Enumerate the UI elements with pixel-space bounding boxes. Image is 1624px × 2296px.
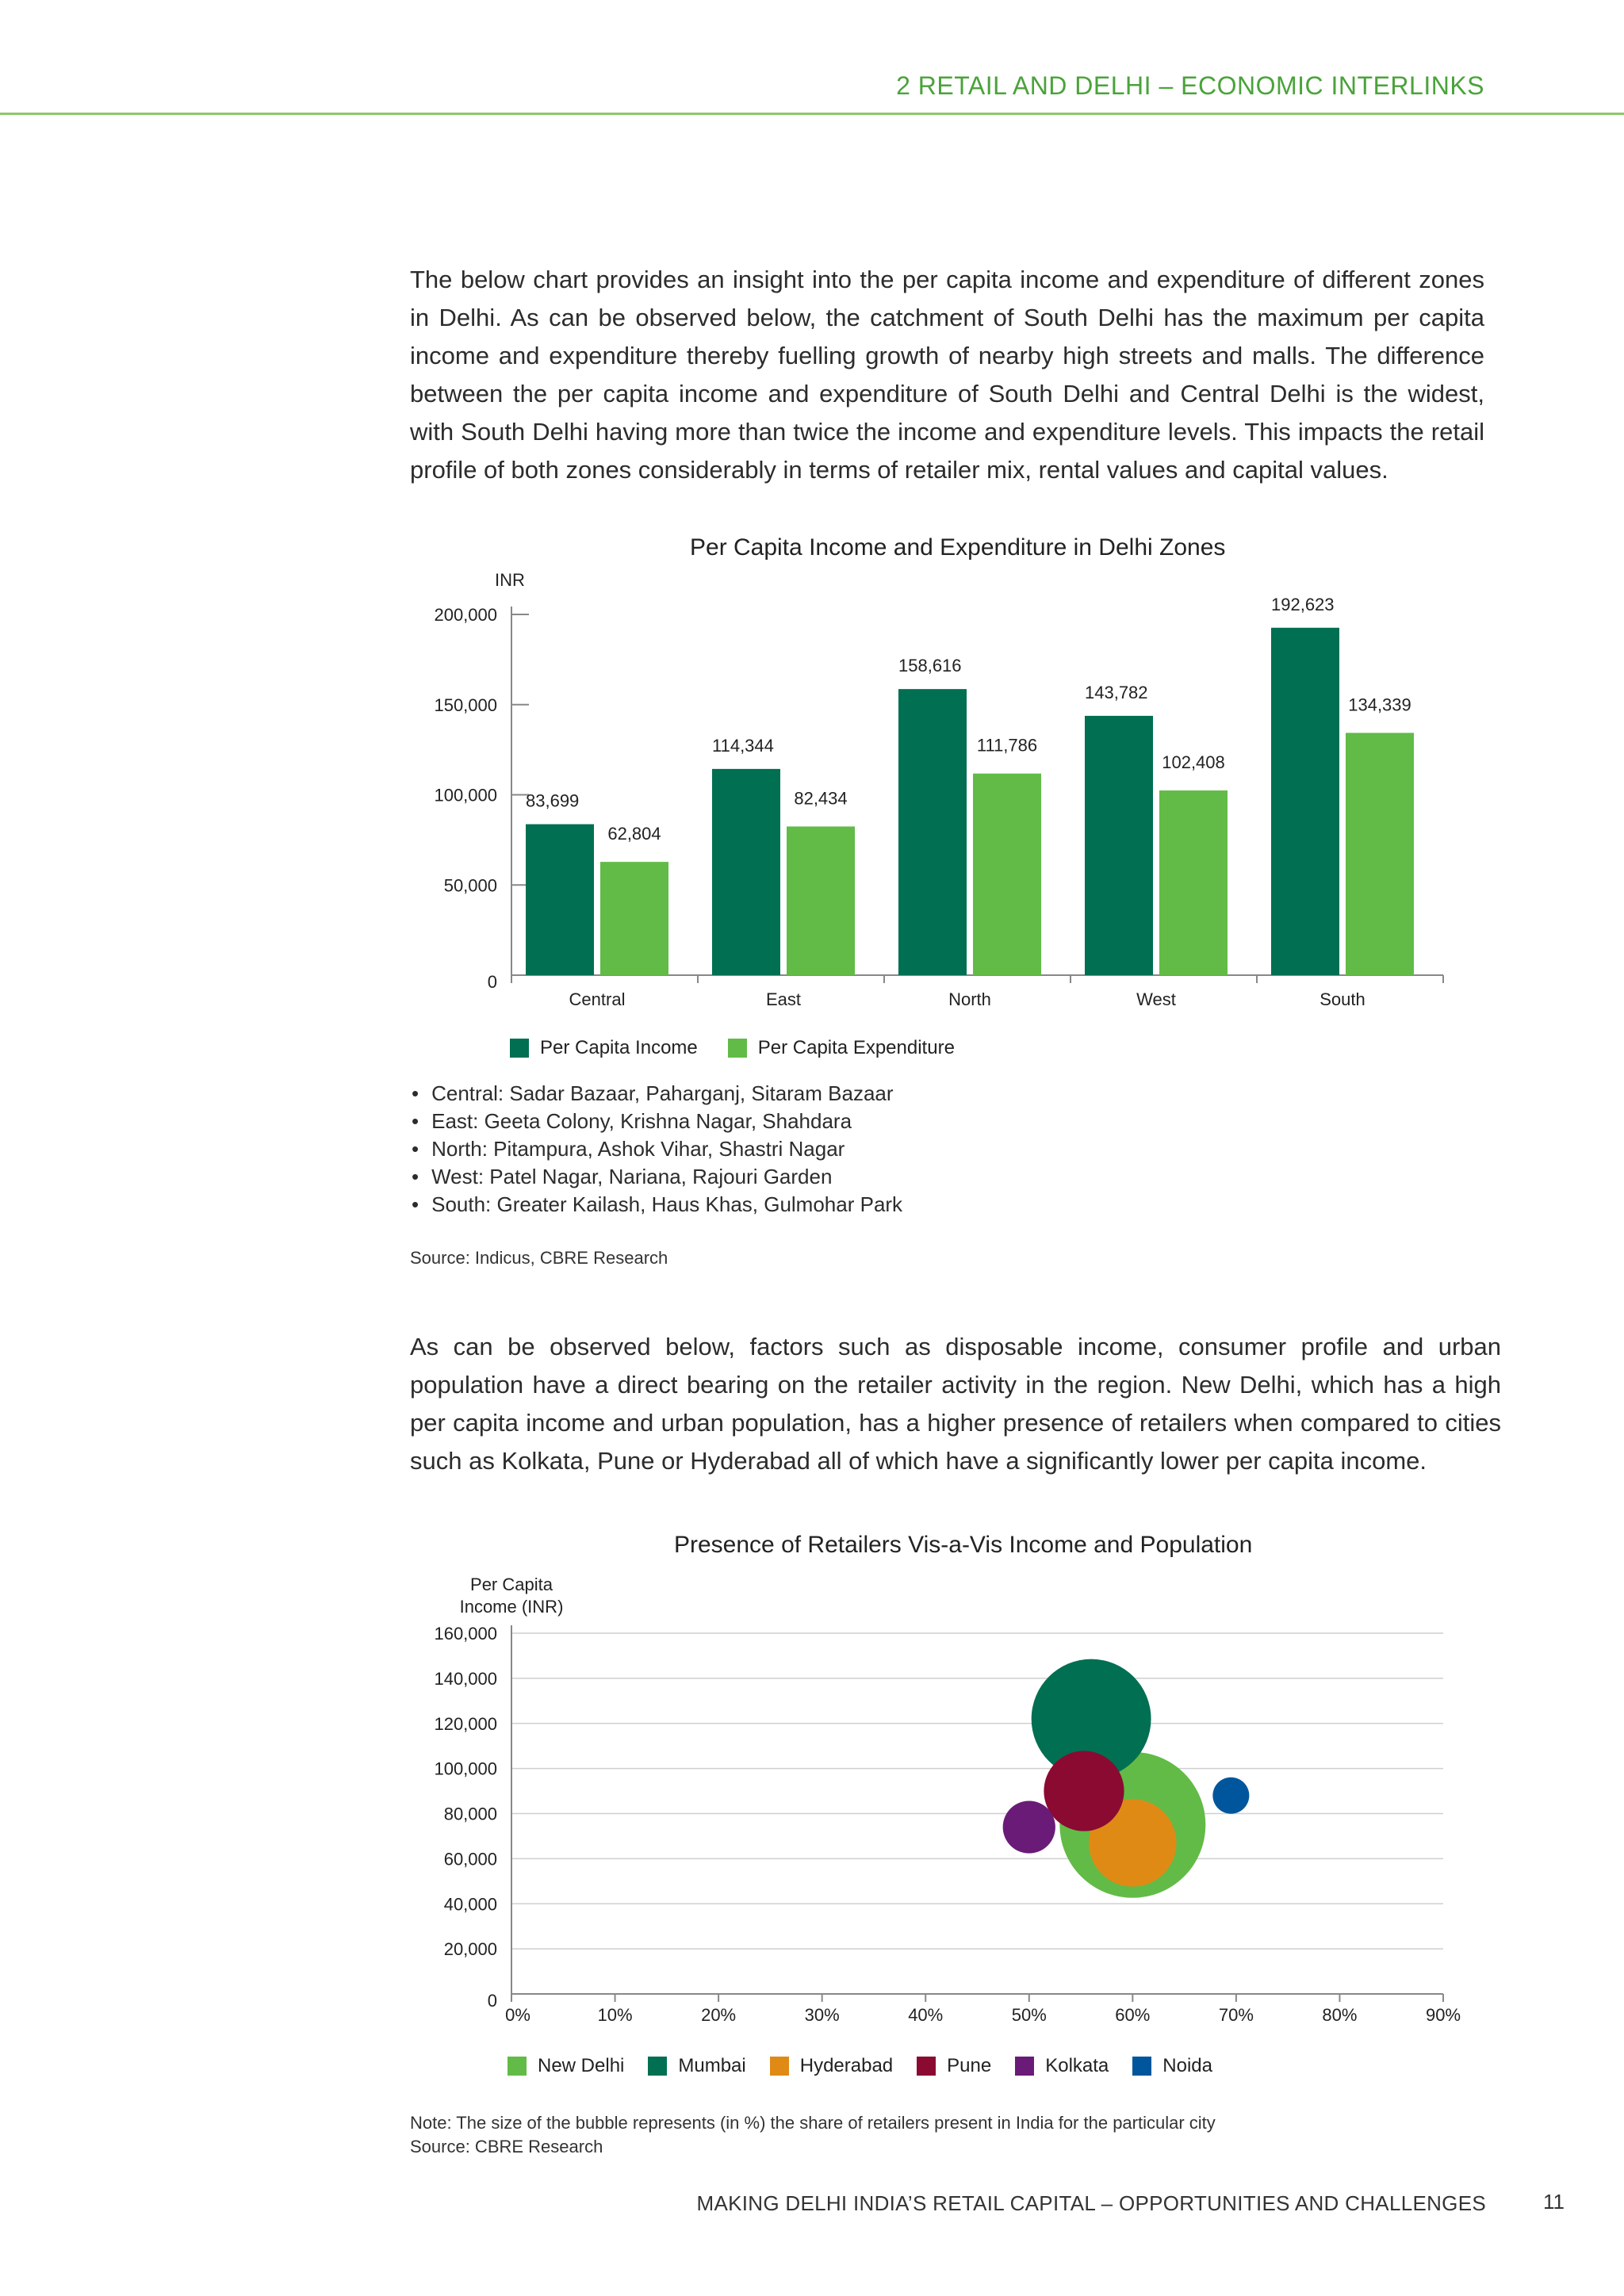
zone-list-item: • East: Geeta Colony, Krishna Nagar, Shahdara [412,1108,902,1135]
bubble-chart-note: Note: The size of the bubble represents (in %) the share of retailers present in India for the particular city [410,2113,1216,2133]
bubble-chart-x-tick-label: 70% [1218,2005,1254,2025]
bar-south-income [1271,628,1339,975]
legend-swatch-expenditure [728,1039,747,1058]
legend-item-hyderabad [770,2055,893,2077]
legend-label-kolkata: Kolkata [1045,2055,1109,2076]
intro-paragraph: The below chart provides an insight into the per capita income and expenditure of different zones in Delhi. As can be observed below, the catchment of South Delhi has the maximum per capita income and expenditure thereby fuelling growth of nearby high streets and malls. The difference between the per capita income and expenditure of South Delhi and Central Delhi is the widest, with South Delhi having more than twice the income and expenditure levels. This impacts the retail profile of both zones considerably in terms of retailer mix, rental values and capital values. [410,266,1484,484]
legend-item-income [510,1037,698,1059]
legend-item-mumbai [648,2055,745,2077]
bar-south-expenditure [1346,733,1414,975]
bubble-chart-x-tick-label: 40% [908,2005,944,2025]
bar-data-label: 134,339 [1348,695,1411,715]
bubble-chart-y-tick-label: 120,000 [434,1713,497,1734]
bubble-chart-y-tick-label: 0 [487,1991,497,2011]
bubble-chart-y-tick-label: 60,000 [443,1849,497,1869]
zone-list-item: • Central: Sadar Bazaar, Paharganj, Sitaram Bazaar [412,1080,902,1108]
bar-chart-source: Source: Indicus, CBRE Research [410,1248,668,1268]
bar-chart-y-tick-label: 50,000 [443,875,497,896]
bubble-chart-x-tick-label: 50% [1011,2005,1047,2025]
retailer-paragraph: As can be observed below, factors such as disposable income, consumer profile and urban population have a direct bearing on the retailer activity in the region. New Delhi, which has a high per capita income and urban population, has a higher presence of retailers when compared to cities such as Kolkata, Pune or Hyderabad all of which have a significantly lower per capita income. [410,1333,1501,1475]
bar-chart-category-label: South [1320,989,1365,1009]
bar-central-income [526,825,594,975]
legend-swatch-hyderabad [770,2057,789,2076]
bar-north-expenditure [973,774,1041,975]
bar-west-income [1085,716,1153,975]
bar-west-expenditure [1159,790,1228,975]
bar-chart-category-label: East [765,989,802,1009]
header-divider [0,113,1624,115]
bubble-chart-x-tick-label: 20% [701,2005,737,2025]
bubble-chart-x-tick-label: 90% [1425,2005,1461,2025]
bar-data-label: 62,804 [607,824,661,844]
retailer-bubble-chart [396,1609,1586,2053]
bar-east-income [712,769,780,975]
bubble-chart-x-tick-label: 80% [1322,2005,1358,2025]
bubble-chart-x-tick-label: 10% [597,2005,633,2025]
bubble-chart-y-tick-label: 80,000 [443,1804,497,1824]
bar-chart-legend [510,1037,985,1059]
bar-chart-y-tick-label: 150,000 [434,695,497,715]
bubble-chart-legend [508,2055,1236,2077]
legend-label-income: Per Capita Income [540,1037,698,1058]
legend-item-kolkata [1015,2055,1109,2077]
bar-east-expenditure [787,826,855,975]
legend-swatch-noida [1132,2057,1151,2076]
bar-chart-y-tick-label: 200,000 [434,605,497,625]
income-expenditure-bar-chart [396,567,1586,1043]
bar-data-label: 192,623 [1271,594,1335,614]
bar-chart-y-tick-label: 100,000 [434,785,497,806]
zone-list-item: • North: Pitampura, Ashok Vihar, Shastri Nagar [412,1135,902,1163]
bar-chart-category-label: Central [569,989,626,1009]
legend-swatch-mumbai [648,2057,667,2076]
zone-list [412,1080,902,1219]
legend-label-expenditure: Per Capita Expenditure [757,1037,955,1058]
bubble-pune [1044,1751,1124,1831]
legend-swatch-new-delhi [508,2057,527,2076]
legend-swatch-income [510,1039,529,1058]
bar-chart-category-label: North [948,989,991,1009]
legend-item-noida [1132,2055,1212,2077]
bar-data-label: 102,408 [1162,752,1225,773]
bar-data-label: 83,699 [526,790,580,811]
legend-label-pune: Pune [947,2055,992,2076]
bubble-chart-y-tick-label: 100,000 [434,1758,497,1779]
section-header: 2 RETAIL AND DELHI – ECONOMIC INTERLINKS [896,71,1484,100]
bar-chart-y-unit: INR [495,570,525,590]
bubble-chart-y-label: Per Capita Income (INR) [459,1575,564,1617]
bubble-chart-source: Source: CBRE Research [410,2137,603,2156]
footer-title: MAKING DELHI INDIA’S RETAIL CAPITAL – OPPORTUNITIES AND CHALLENGES [696,2191,1486,2215]
bar-data-label: 111,786 [976,735,1038,756]
legend-label-noida: Noida [1162,2055,1212,2076]
legend-label-hyderabad: Hyderabad [799,2055,894,2076]
bubble-chart-x-tick-label: 60% [1115,2005,1151,2025]
bubble-chart-y-tick-label: 160,000 [434,1624,497,1644]
zone-list-item: • West: Patel Nagar, Nariana, Rajouri Garden [412,1163,902,1191]
bar-central-expenditure [600,862,668,975]
bubble-chart-y-tick-label: 20,000 [443,1939,497,1960]
bubble-chart-y-tick-label: 140,000 [434,1668,497,1689]
bubble-chart-title: Presence of Retailers Vis-a-Vis Income and Population [674,1532,1253,1558]
zone-list-item: • South: Greater Kailash, Haus Khas, Gulmohar Park [412,1191,902,1219]
bubble-chart-y-tick-label: 40,000 [443,1894,497,1915]
legend-item-pune [917,2055,991,2077]
bar-data-label: 82,434 [794,788,848,809]
bubble-chart-x-tick-label: 0% [505,2005,530,2025]
legend-item-expenditure [728,1037,955,1059]
bar-chart-y-tick-label: 0 [487,972,497,992]
bar-chart-category-label: West [1136,989,1176,1009]
bubble-chart-x-tick-label: 30% [804,2005,840,2025]
bar-data-label: 158,616 [898,656,962,676]
bar-chart-title: Per Capita Income and Expenditure in Delhi Zones [690,534,1226,561]
bar-data-label: 114,344 [712,735,774,756]
bubble-kolkata [1003,1800,1055,1853]
page-number: 11 [1543,2190,1565,2214]
bubble-noida [1212,1777,1249,1814]
legend-label-new-delhi: New Delhi [538,2055,625,2076]
legend-item-new-delhi [508,2055,624,2077]
bar-data-label: 143,782 [1085,682,1148,702]
legend-swatch-kolkata [1015,2057,1034,2076]
legend-label-mumbai: Mumbai [678,2055,746,2076]
legend-swatch-pune [917,2057,936,2076]
bar-north-income [898,689,967,975]
